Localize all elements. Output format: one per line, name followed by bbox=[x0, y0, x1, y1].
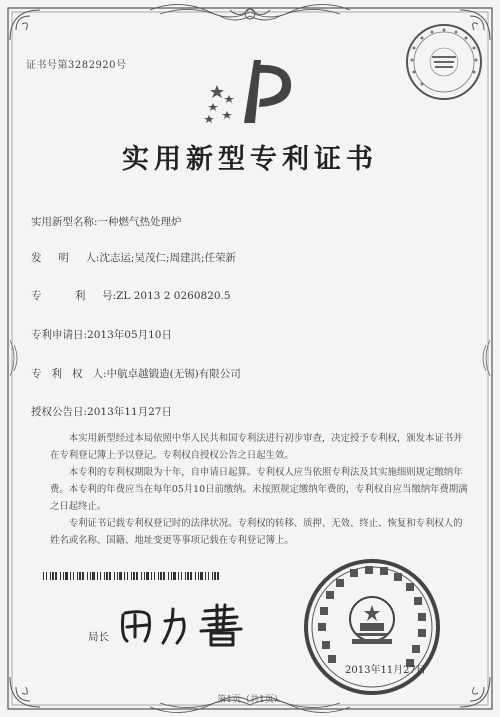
field-label: 专 利 权 人: bbox=[31, 368, 107, 380]
field-patentee bbox=[31, 366, 241, 381]
field-filing-date bbox=[31, 327, 172, 342]
certificate-number: 证书号第3282920号 bbox=[26, 60, 127, 71]
body-paragraph: 本实用新型经过本局依照中华人民共和国专利法进行初步审查，决定授予专利权，颁发本证书并在专利登记簿上予以登记。专利权自授权公告之日起生效。 bbox=[50, 433, 463, 461]
seal-date: 2013年11月27日 bbox=[345, 665, 426, 676]
field-label: 发 明 人: bbox=[31, 252, 100, 264]
field-label: 授权公告日: bbox=[31, 406, 88, 418]
body-text bbox=[50, 430, 470, 549]
director-label: 局长 bbox=[88, 631, 109, 643]
field-label: 专利申请日: bbox=[31, 329, 88, 341]
field-value: 2013年05月10日 bbox=[87, 329, 172, 341]
director-signature bbox=[117, 601, 257, 649]
field-value: 中航卓越锻造(无锡)有限公司 bbox=[106, 368, 241, 380]
body-paragraph: 本专利的专利权期限为十年，自申请日起算。专利权人应当依照专利法及其实施细则规定缴纳年费。本专利的年费应当在每年05月10日前缴纳。未按照规定缴纳年费的，专利权自应当缴纳年费期满之日起终止。 bbox=[50, 467, 468, 512]
page-footer: 第1页（共1页） bbox=[217, 695, 283, 705]
ip-office-emblem bbox=[199, 55, 304, 125]
field-value: 一种燃气热处理炉 bbox=[97, 216, 182, 228]
field-patent-number bbox=[31, 288, 231, 303]
body-paragraph: 专利证书记载专利权登记时的法律状况。专利权的转移、质押、无效、终止、恢复和专利权人的姓名或名称、国籍、地址变更等事项记载在专利登记簿上。 bbox=[50, 518, 463, 546]
field-label: 专 利 号: bbox=[31, 290, 117, 302]
field-name bbox=[31, 214, 182, 229]
field-value: 2013年11月27日 bbox=[87, 406, 172, 418]
barcode bbox=[43, 572, 219, 580]
agency-seal bbox=[404, 22, 484, 102]
field-label: 实用新型名称: bbox=[31, 216, 98, 228]
field-inventors bbox=[31, 250, 236, 265]
field-value: ZL 2013 2 0260820.5 bbox=[116, 290, 231, 302]
certificate-title: 实用新型专利证书 bbox=[122, 144, 378, 175]
official-seal bbox=[302, 557, 442, 697]
field-grant-date bbox=[31, 404, 172, 419]
field-value: 沈志运;吴茂仁;周建洪;任荣新 bbox=[99, 252, 237, 264]
